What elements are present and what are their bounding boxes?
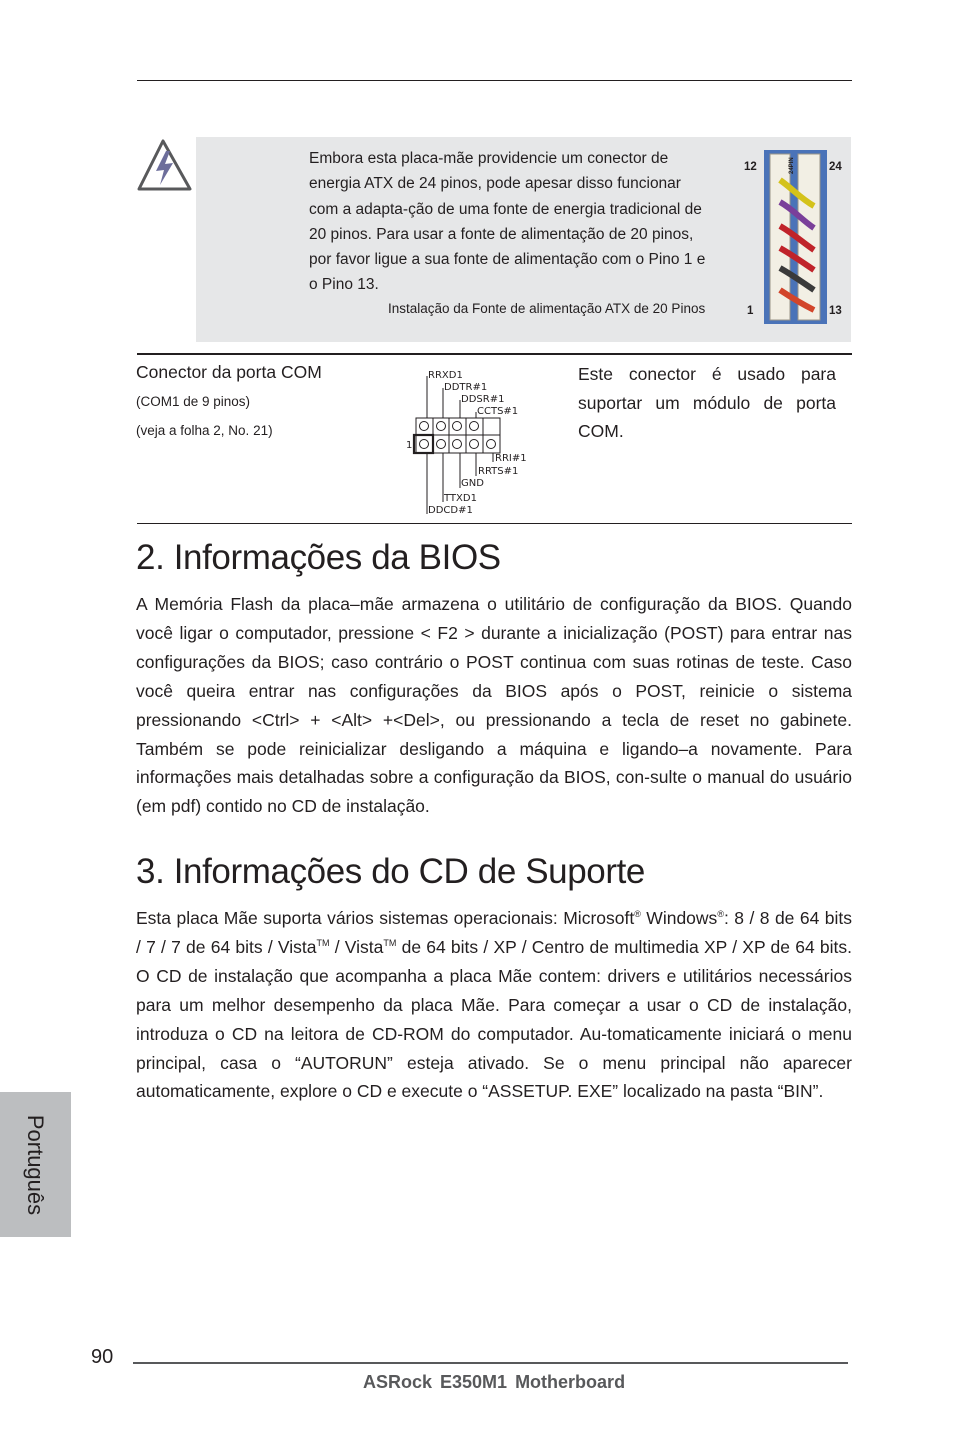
trademark-mark: TM <box>316 937 330 948</box>
trademark-mark: TM <box>383 937 397 948</box>
com-pin-label: DDCD#1 <box>428 505 473 516</box>
com-pin-label: RRI#1 <box>495 453 527 464</box>
com-pin-label: TTXD1 <box>444 493 477 504</box>
com-title: Conector da porta COM <box>136 362 322 382</box>
com-pin-label: RRTS#1 <box>478 466 519 477</box>
com-subtitle: (COM1 de 9 pinos) <box>136 394 251 409</box>
footer-model: ASRock E350M1 Motherboard <box>363 1372 626 1392</box>
bios-body: A Memória Flash da placa–mãe armazena o utilitário de configuração da BIOS. Quando você ligar o computador, pressione < F2 > durante a inicialização (POST) para entrar nas configurações da BIOS; caso contrário o POST continua com suas rotinas de teste. Caso você queira entrar nas configurações da BIOS após o POST, reinicie o sistema pressionando <Ctrl> + <Alt> +<Del>, ou pressionando a tecla de reset no gabinete. Também se pode reinicializar desligando a máquina e ligando–a novamente. Para informações mais detalhadas sobre a configuração da BIOS, con-sulte o manual do usuário (em pdf) contido no CD de instalação. <box>136 594 852 817</box>
warning-lightning-icon <box>136 137 194 193</box>
footer-rule <box>133 1362 848 1364</box>
cd-body-text: : 8 / 8 de 64 bits / 7 / 7 de 64 bits / Vista <box>136 908 853 957</box>
cd-heading: 3. Informações do CD de Suporte <box>136 852 645 891</box>
com-bottom-rule <box>137 523 852 524</box>
cd-body-text: Esta placa Mãe suporta vários sistemas operacionais: Microsoft <box>136 908 635 928</box>
pin-label-24: 24 <box>829 161 842 173</box>
top-rule <box>137 80 852 81</box>
com-pin-label: DDTR#1 <box>444 382 488 393</box>
language-side-tab <box>0 1092 71 1237</box>
note-line: 20 pinos. Para usar a fonte de alimentação de 20 pinos, <box>309 225 694 243</box>
com-pin-label: CCTS#1 <box>477 406 519 417</box>
bios-heading: 2. Informações da BIOS <box>136 538 501 577</box>
atx-connector-label: 24PIN <box>789 157 795 174</box>
pin-label-1: 1 <box>747 305 754 317</box>
note-line: com a adapta-ção de uma fonte de energia tradicional de <box>309 200 702 218</box>
note-caption: Instalação da Fonte de alimentação ATX de 20 Pinos <box>388 301 706 316</box>
page-number: 90 <box>91 1346 114 1368</box>
com-pin-label: RRXD1 <box>428 370 463 381</box>
cd-body-text: Windows <box>640 908 718 928</box>
com-top-rule <box>137 353 852 355</box>
language-side-tab-label: Português <box>23 1114 48 1216</box>
registered-mark: ® <box>634 909 641 919</box>
cd-body <box>136 904 852 1106</box>
com-pin-label: DDSR#1 <box>461 394 505 405</box>
registered-mark: ® <box>717 909 724 919</box>
pin-label-13: 13 <box>829 305 842 317</box>
note-text <box>309 146 749 298</box>
pin-label-12: 12 <box>744 161 757 173</box>
com-pin1-label: 1 <box>406 440 413 451</box>
com-description: Este conector é usado para suportar um módulo de porta COM. <box>578 364 836 441</box>
com-pin-diagram <box>400 362 530 520</box>
note-line: o Pino 13. <box>309 276 379 294</box>
note-line: por favor ligue a sua fonte de alimentação com o Pino 1 e <box>309 251 706 269</box>
com-ref: (veja a folha 2, No. 21) <box>136 423 273 438</box>
cd-body-text: de 64 bits / XP / Centro de multimedia XP / XP de 64 bits. O CD de instalação que acompanha a placa Mãe contem: drivers e utilitários necessários para um melhor desempenho da placa Mãe. Para começar a usar o CD de instalação, introduza o CD na leitora de CD-ROM do computador. Au-tomaticamente iniciará o menu principal, casa o “AUTORUN” esteja ativado. Se o menu principal não aparecer automaticamente, explore o CD e execute o “ASSETUP. EXE” localizado na pasta “BIN”. <box>136 936 852 1102</box>
note-line: Embora esta placa-mãe providencie um conector de <box>309 150 669 167</box>
cd-body-text: / Vista <box>329 936 384 957</box>
note-line: energia ATX de 24 pinos, pode apesar disso funcionar <box>309 175 681 193</box>
atx-connector-illustration <box>764 150 827 324</box>
com-pin-label: GND <box>461 478 484 489</box>
